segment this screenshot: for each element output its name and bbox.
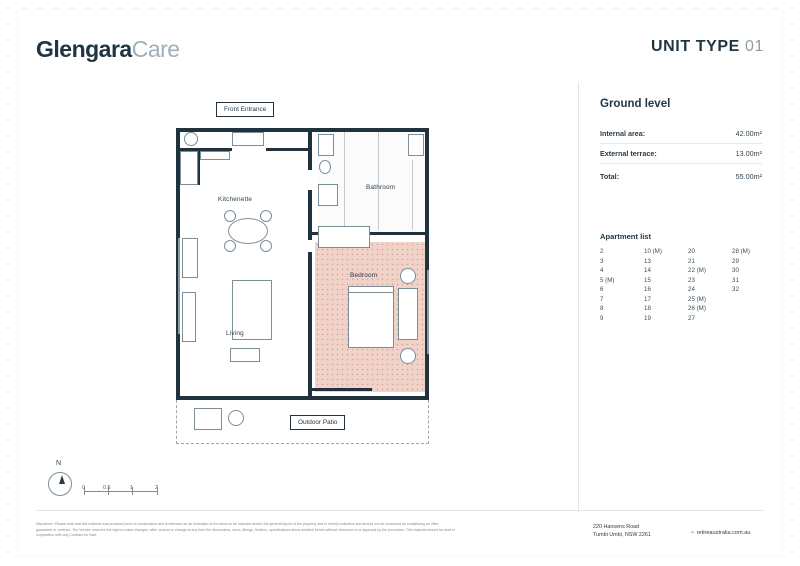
- bed: [348, 292, 394, 348]
- tag-outdoor-patio: Outdoor Patio: [290, 415, 345, 430]
- scale-label: 1: [130, 485, 133, 491]
- tag-front-entrance: Front Entrance: [216, 102, 274, 117]
- brand-name-main: Glengara: [36, 36, 132, 62]
- compass-needle-icon: [59, 475, 65, 484]
- area-row-total: [600, 164, 762, 186]
- panel-divider: [578, 82, 579, 512]
- room-label-living: Living: [226, 330, 244, 337]
- area-value-internal: 42.00m²: [735, 129, 762, 138]
- patio-chair: [228, 410, 244, 426]
- level-title: Ground level: [600, 98, 671, 110]
- bed-headboard: [348, 286, 394, 293]
- patio-edge-bottom: [176, 443, 429, 444]
- apartment-number: 4: [600, 267, 604, 274]
- apartment-number: 6: [600, 286, 604, 293]
- apartment-number: 24: [688, 286, 695, 293]
- kitchen-bench: [180, 151, 198, 185]
- area-row-terrace: [600, 144, 762, 164]
- unit-type-heading: [651, 38, 764, 56]
- kitchen-sink-bowl: [184, 132, 198, 146]
- apartment-number: 22 (M): [688, 267, 706, 274]
- bathroom-cabinet: [408, 134, 424, 156]
- unit-type-number: 01: [745, 38, 764, 55]
- address-line-1: 220 Hansens Road: [593, 524, 640, 530]
- address-line-2: Tumbi Umbi, NSW 2261: [593, 532, 651, 539]
- brand-name-sub: Care: [131, 36, 180, 62]
- unit-type-label: UNIT TYPE: [650, 38, 740, 55]
- brochure-sheet: [18, 10, 782, 556]
- area-value-total: 55.00m²: [735, 172, 762, 181]
- apartment-number: 9: [600, 314, 604, 322]
- apartment-number: 21: [688, 257, 695, 265]
- bedside-lamp-top: [400, 268, 416, 284]
- apartment-number: 29: [732, 257, 739, 265]
- wardrobe: [398, 288, 418, 340]
- scale-bar-line: [84, 491, 158, 492]
- apartment-number: [732, 296, 770, 303]
- website-text: retireaustralia.com.au: [696, 530, 751, 536]
- website-link[interactable]: [690, 530, 750, 536]
- apartment-number: 27: [688, 314, 695, 322]
- dining-chair-3: [224, 240, 236, 252]
- area-value-terrace: 13.00m²: [735, 149, 762, 158]
- wall-bedroom-bottom-return: [312, 388, 372, 391]
- scale-bar: [84, 486, 158, 496]
- scale-label: 2: [155, 485, 158, 491]
- apartment-number: 10 (M): [644, 248, 662, 255]
- floor-plan: [168, 106, 438, 440]
- apartment-number: 31: [732, 276, 739, 284]
- storage-cupboard: [182, 238, 198, 278]
- apartment-number: 25 (M): [688, 295, 706, 303]
- bathroom-vanity: [318, 134, 334, 156]
- window-bedroom-right: [427, 270, 429, 354]
- apartment-number: 20: [688, 248, 695, 255]
- patio-edge-left: [176, 400, 177, 444]
- apartment-number: [732, 315, 770, 322]
- wall-entry-right: [266, 148, 309, 151]
- bathroom-tile-grid-1: [344, 132, 345, 230]
- robe-hanging-rail: [318, 226, 370, 248]
- apartment-number: 32: [732, 286, 739, 293]
- area-label-internal: Internal area:: [600, 129, 646, 138]
- scale-label: 0: [82, 485, 85, 491]
- area-summary: [600, 98, 762, 186]
- apartment-number: 3: [600, 257, 604, 265]
- dining-chair-4: [260, 240, 272, 252]
- apartment-number: 28 (M): [732, 248, 750, 255]
- apartment-number: 14: [644, 267, 651, 274]
- wall-bottom: [176, 396, 429, 400]
- apartment-number: [732, 305, 770, 312]
- apartment-number: 2: [600, 248, 604, 255]
- tv-cabinet: [182, 292, 196, 342]
- apartment-number: 8: [600, 305, 604, 312]
- disclaimer-text: Disclaimer: Please note that this material was produced prior to construction and is intended as an indication of the items to be included and/or the general layout of the property and is merely indicative and should not be construed as constituting an offer, guarantee or contract. The Vendor reserves the right to make changes, alter, amend or change at any time the dimensions, sizes, fittings, finishes, specifications items detailed herein without reference to or approval by the purchaser. This material should be read in conjunction with any Contract for Sale.: [36, 522, 455, 538]
- apartment-number: 17: [644, 295, 651, 303]
- kitchen-upper-cabinet: [200, 151, 230, 160]
- room-label-bedroom: Bedroom: [350, 272, 378, 279]
- apartment-number: 13: [644, 257, 651, 265]
- footer-divider: [36, 510, 764, 511]
- area-label-terrace: External terrace:: [600, 149, 657, 158]
- area-row-internal: [600, 124, 762, 144]
- apartment-number: 15: [644, 276, 651, 284]
- brand-logo: [36, 36, 180, 63]
- wall-interior-vertical-bedroom: [308, 252, 312, 400]
- apartment-number: 5 (M): [600, 276, 615, 284]
- window-living-left: [178, 238, 180, 334]
- room-label-bathroom: Bathroom: [366, 184, 396, 191]
- bathroom-tile-grid-2: [378, 132, 379, 230]
- leaf-icon: ❧: [690, 530, 695, 536]
- side-table: [230, 348, 260, 362]
- shower-tray: [318, 184, 338, 206]
- apartment-number: 19: [644, 314, 651, 322]
- apartment-number: 23: [688, 276, 695, 284]
- address-block: [593, 523, 651, 539]
- wall-top: [176, 128, 429, 132]
- apartment-number: 16: [644, 286, 651, 293]
- apartment-list-title: Apartment list: [600, 232, 652, 241]
- bedside-lamp-bottom: [400, 348, 416, 364]
- area-label-total: Total:: [600, 172, 620, 181]
- apartment-number: 26 (M): [688, 305, 706, 312]
- compass-and-scale: [40, 460, 170, 510]
- apartment-list-grid: [600, 248, 770, 322]
- room-label-kitchenette: Kitchenette: [218, 196, 253, 203]
- apartment-list: [600, 232, 770, 322]
- apartment-number: 18: [644, 305, 651, 312]
- north-label: N: [56, 460, 62, 467]
- dining-chair-1: [224, 210, 236, 222]
- dining-chair-2: [260, 210, 272, 222]
- toilet-fixture: [319, 160, 331, 174]
- bathroom-tile-grid-3: [412, 160, 413, 230]
- patio-edge-right: [428, 400, 429, 444]
- patio-table: [194, 408, 222, 430]
- apartment-number: 7: [600, 295, 604, 303]
- apartment-number: 30: [732, 267, 739, 274]
- entry-cupboard: [232, 132, 264, 146]
- wall-right: [425, 128, 429, 400]
- scale-label: 0.5: [103, 485, 111, 491]
